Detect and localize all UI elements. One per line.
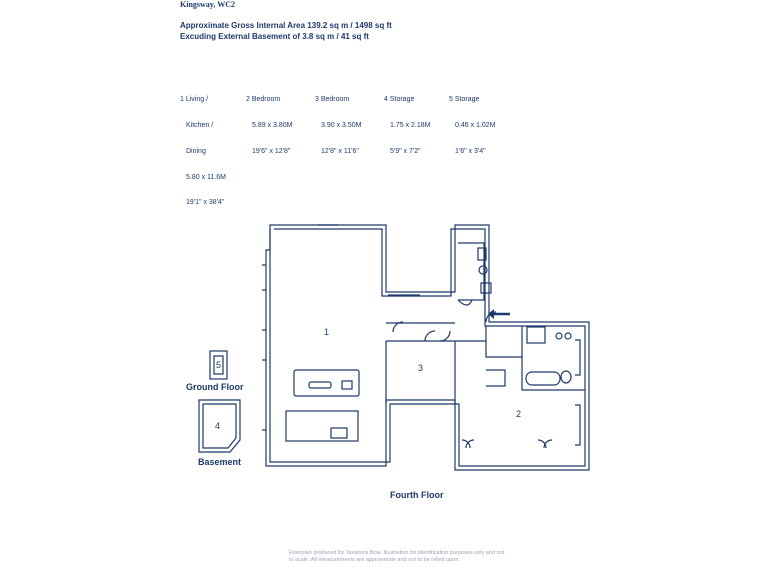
room-name: 4 Storage	[384, 96, 415, 104]
room-label-4: 4	[215, 421, 221, 431]
room-imperial: 5'9" x 7'2"	[390, 147, 421, 155]
room-name: 2 Bedroom	[246, 96, 281, 104]
fourth-floor-walls	[262, 225, 589, 470]
room-label-1: 1	[324, 327, 330, 337]
room-name: 3 Bedroom	[315, 96, 350, 104]
room-metric: 3.90 x 3.50M	[321, 121, 362, 129]
property-title: Kingsway, WC2	[180, 0, 235, 9]
room-metric: 0.46 x 1.02M	[455, 121, 496, 129]
basement-caption: Basement	[198, 457, 242, 467]
room-imperial: 19'6" x 12'8"	[252, 147, 291, 155]
room-label-5: 5	[216, 360, 222, 370]
disclaimer: Floorplan produced for Tavistock Bow. Illustration for identification purposes only and not to scale. All measurements are approximate and not to be relied upon.	[289, 550, 505, 563]
room-imperial: 19'1" x 38'4"	[186, 199, 225, 207]
room-metric: 5.89 x 3.80M	[252, 121, 293, 129]
room-label-2: 2	[516, 409, 522, 419]
room-imperial: 12'8" x 11'6"	[321, 147, 359, 155]
gross-area-line: Approximate Gross Internal Area 139.2 sq m / 1498 sq ft	[180, 21, 392, 30]
room-name: 5 Storage	[449, 96, 480, 104]
ground-floor-caption: Ground Floor	[186, 382, 244, 392]
room-imperial: 1'6" x 3'4"	[455, 147, 486, 155]
room-name: 1 Living /	[180, 96, 209, 104]
basement-area-line: Excuding External Basement of 3.8 sq m / 41 sq ft	[180, 32, 369, 41]
room-metric: 5.80 x 11.6M	[186, 173, 226, 181]
room-name: Dining	[186, 147, 206, 155]
room-metric: 1.75 x 2.18M	[390, 121, 431, 129]
entrance-arrow-icon	[488, 309, 510, 319]
fourth-floor-caption: Fourth Floor	[390, 490, 444, 500]
room-name: Kitchen /	[186, 121, 214, 129]
room-label-3: 3	[418, 363, 424, 373]
